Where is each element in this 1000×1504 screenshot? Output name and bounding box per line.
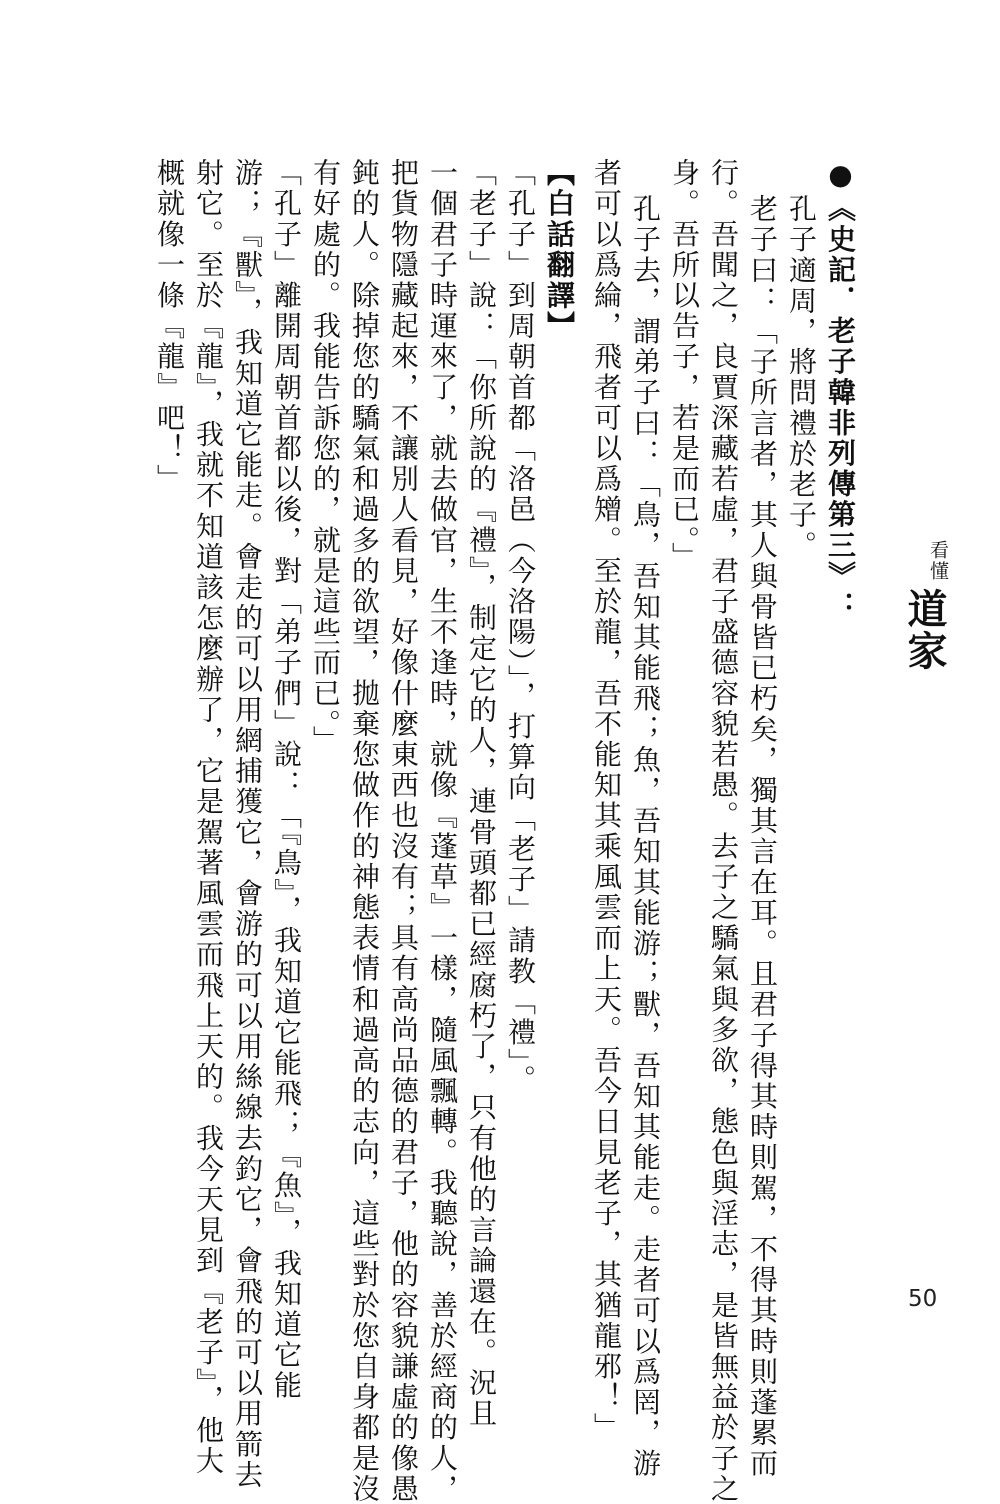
- translation-line: 游；『獸』，我知道它能走。會走的可以用網捕獲它，會游的可以用絲線去釣它，會飛的可以用箭去: [231, 158, 264, 1491]
- source-line: 孔子去，謂弟子曰：「鳥，吾知其能飛；魚，吾知其能游；獸，吾知其能走。走者可以爲罔，游: [629, 194, 662, 1480]
- page-number: 50: [908, 1286, 938, 1312]
- translation-heading: 【白話翻譯】: [543, 158, 576, 342]
- translation-line: 一個君子時運來了，就去做官，生不逢時，就像『蓬草』一樣，隨風飄轉。我聽說，善於經商的人，: [426, 158, 459, 1504]
- translation-line: 射它。至於『龍』，我就不知道該怎麼辦了，它是駕著風雲而飛上天的。我今天見到『老子』，他大: [192, 158, 225, 1477]
- running-header-series: 看懂: [927, 540, 949, 582]
- translation-line: 有好處的。我能告訴您的，就是這些而已。」: [309, 158, 342, 756]
- translation-line: 「孔子」到周朝首都「洛邑（今洛陽）」，打算向「老子」請教「禮」。: [504, 158, 537, 1096]
- translation-line: 「孔子」離開周朝首都以後，對「弟子們」說：「『鳥』，我知道它能飛；『魚』，我知道它能: [270, 158, 303, 1402]
- running-header-title: 道家: [901, 588, 948, 672]
- source-line: 孔子適周，將問禮於老子。: [785, 194, 818, 562]
- source-line: 老子曰：「子所言者，其人與骨皆已朽矣，獨其言在耳。且君子得其時則駕，不得其時則蓬累而: [746, 194, 779, 1480]
- translation-line: 鈍的人。除掉您的驕氣和過多的欲望，拋棄您做作的神態表情和過高的志向，這些對於您自身都是沒: [348, 158, 381, 1504]
- source-line: 身。吾所以告子，若是而已。」: [668, 158, 701, 573]
- translation-line: 把貨物隱藏起來，不讓別人看見，好像什麼東西也沒有；具有高尚品德的君子，他的容貌謙虛的像愚: [387, 158, 420, 1504]
- source-line: 者可以爲綸，飛者可以爲矰。至於龍，吾不能知其乘風雲而上天。吾今日見老子，其猶龍邪！」: [590, 158, 623, 1444]
- source-line: 行。吾聞之，良賈深藏若虛，君子盛德容貌若愚。去子之驕氣與多欲，態色與淫志，是皆無益於子之: [707, 158, 740, 1504]
- translation-line: 「老子」說：「你所說的『禮』，制定它的人，連骨頭都已經腐朽了，只有他的言論還在。況且: [465, 158, 498, 1430]
- translation-line: 概就像一條『龍』吧！」: [153, 158, 186, 495]
- source-heading: ●《史記．老子韓非列傳第三》：: [824, 158, 857, 622]
